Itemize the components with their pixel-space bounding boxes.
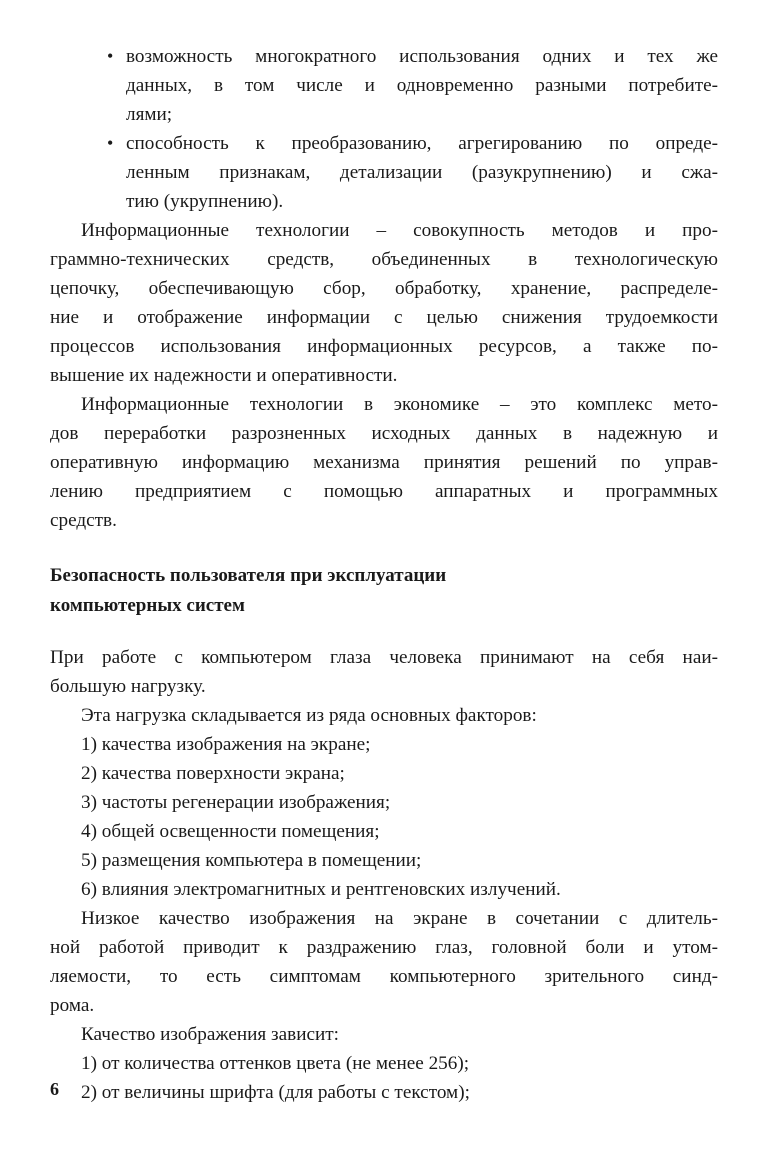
paragraph-low-quality (50, 904, 718, 1020)
paragraph-line: лению предприятием с помощью аппаратных и программных (50, 481, 718, 502)
list-item: 4) общей освещенности помещения; (81, 821, 380, 842)
bullet-line: тию (укрупнению). (126, 191, 284, 212)
paragraph-line: ляемости, то есть симптомам компьютерного зрительного синд- (50, 966, 718, 987)
bullet-line: лями; (126, 104, 173, 125)
bullet-line: • возможность многократного использования одних и тех же (50, 42, 718, 71)
paragraph-line: цепочку, обеспечивающую сбор, обработку, хранение, распределе- (50, 278, 718, 299)
list-item: 5) размещения компьютера в помещении; (81, 850, 422, 871)
list-item: 2) качества поверхности экрана; (81, 763, 345, 784)
list-intro: Эта нагрузка складывается из ряда основных факторов: (81, 705, 537, 726)
paragraph-eyes (50, 643, 718, 701)
bullet-item (50, 42, 718, 129)
quality-list (50, 1020, 718, 1107)
list-item: 1) от количества оттенков цвета (не менее 256); (81, 1053, 470, 1074)
paragraph-line: процессов использования информационных ресурсов, а также по- (50, 336, 718, 357)
factors-list (50, 701, 718, 904)
page-body (50, 42, 718, 1107)
paragraph-line: При работе с компьютером глаза человека принимают на себя наи- (50, 647, 718, 668)
paragraph-line: средств. (50, 510, 117, 531)
paragraph-line: вышение их надежности и оперативности. (50, 365, 398, 386)
list-item: 2) от величины шрифта (для работы с текстом); (81, 1082, 470, 1103)
bullet-item (50, 129, 718, 216)
paragraph-line: ние и отображение информации с целью снижения трудоемкости (50, 307, 718, 328)
paragraph-line: большую нагрузку. (50, 676, 206, 697)
heading-line: Безопасность пользователя при эксплуатации (50, 565, 447, 586)
list-intro: Качество изображения зависит: (81, 1024, 339, 1045)
list-item: 1) качества изображения на экране; (81, 734, 371, 755)
paragraph-line: Низкое качество изображения на экране в сочетании с длитель- (81, 908, 718, 929)
bullet-line: данных, в том числе и одновременно разными потребите- (126, 75, 718, 96)
section-heading (50, 561, 718, 621)
bullet-icon: • (107, 133, 114, 153)
bullet-icon: • (107, 46, 114, 66)
heading-line: компьютерных систем (50, 595, 245, 616)
paragraph-line: граммно-технических средств, объединенных в технологическую (50, 249, 718, 270)
bullet-line: ленным признакам, детализации (разукрупнению) и сжа- (126, 162, 718, 183)
page-number: 6 (50, 1079, 59, 1099)
paragraph-line: дов переработки разрозненных исходных данных в надежную и (50, 423, 718, 444)
list-item: 6) влияния электромагнитных и рентгеновских излучений. (81, 879, 561, 900)
paragraph-line: рома. (50, 995, 95, 1016)
paragraph-it-economics (50, 390, 718, 535)
list-item: 3) частоты регенерации изображения; (81, 792, 391, 813)
paragraph-line: оперативную информацию механизма принятия решений по управ- (50, 452, 718, 473)
paragraph-line: Информационные технологии – совокупность методов и про- (81, 220, 718, 241)
bullet-line: • способность к преобразованию, агрегированию по опреде- (50, 129, 718, 158)
paragraph-line: Информационные технологии в экономике – это комплекс мето- (81, 394, 718, 415)
paragraph-it-definition (50, 216, 718, 390)
paragraph-line: ной работой приводит к раздражению глаз, головной боли и утом- (50, 937, 718, 958)
